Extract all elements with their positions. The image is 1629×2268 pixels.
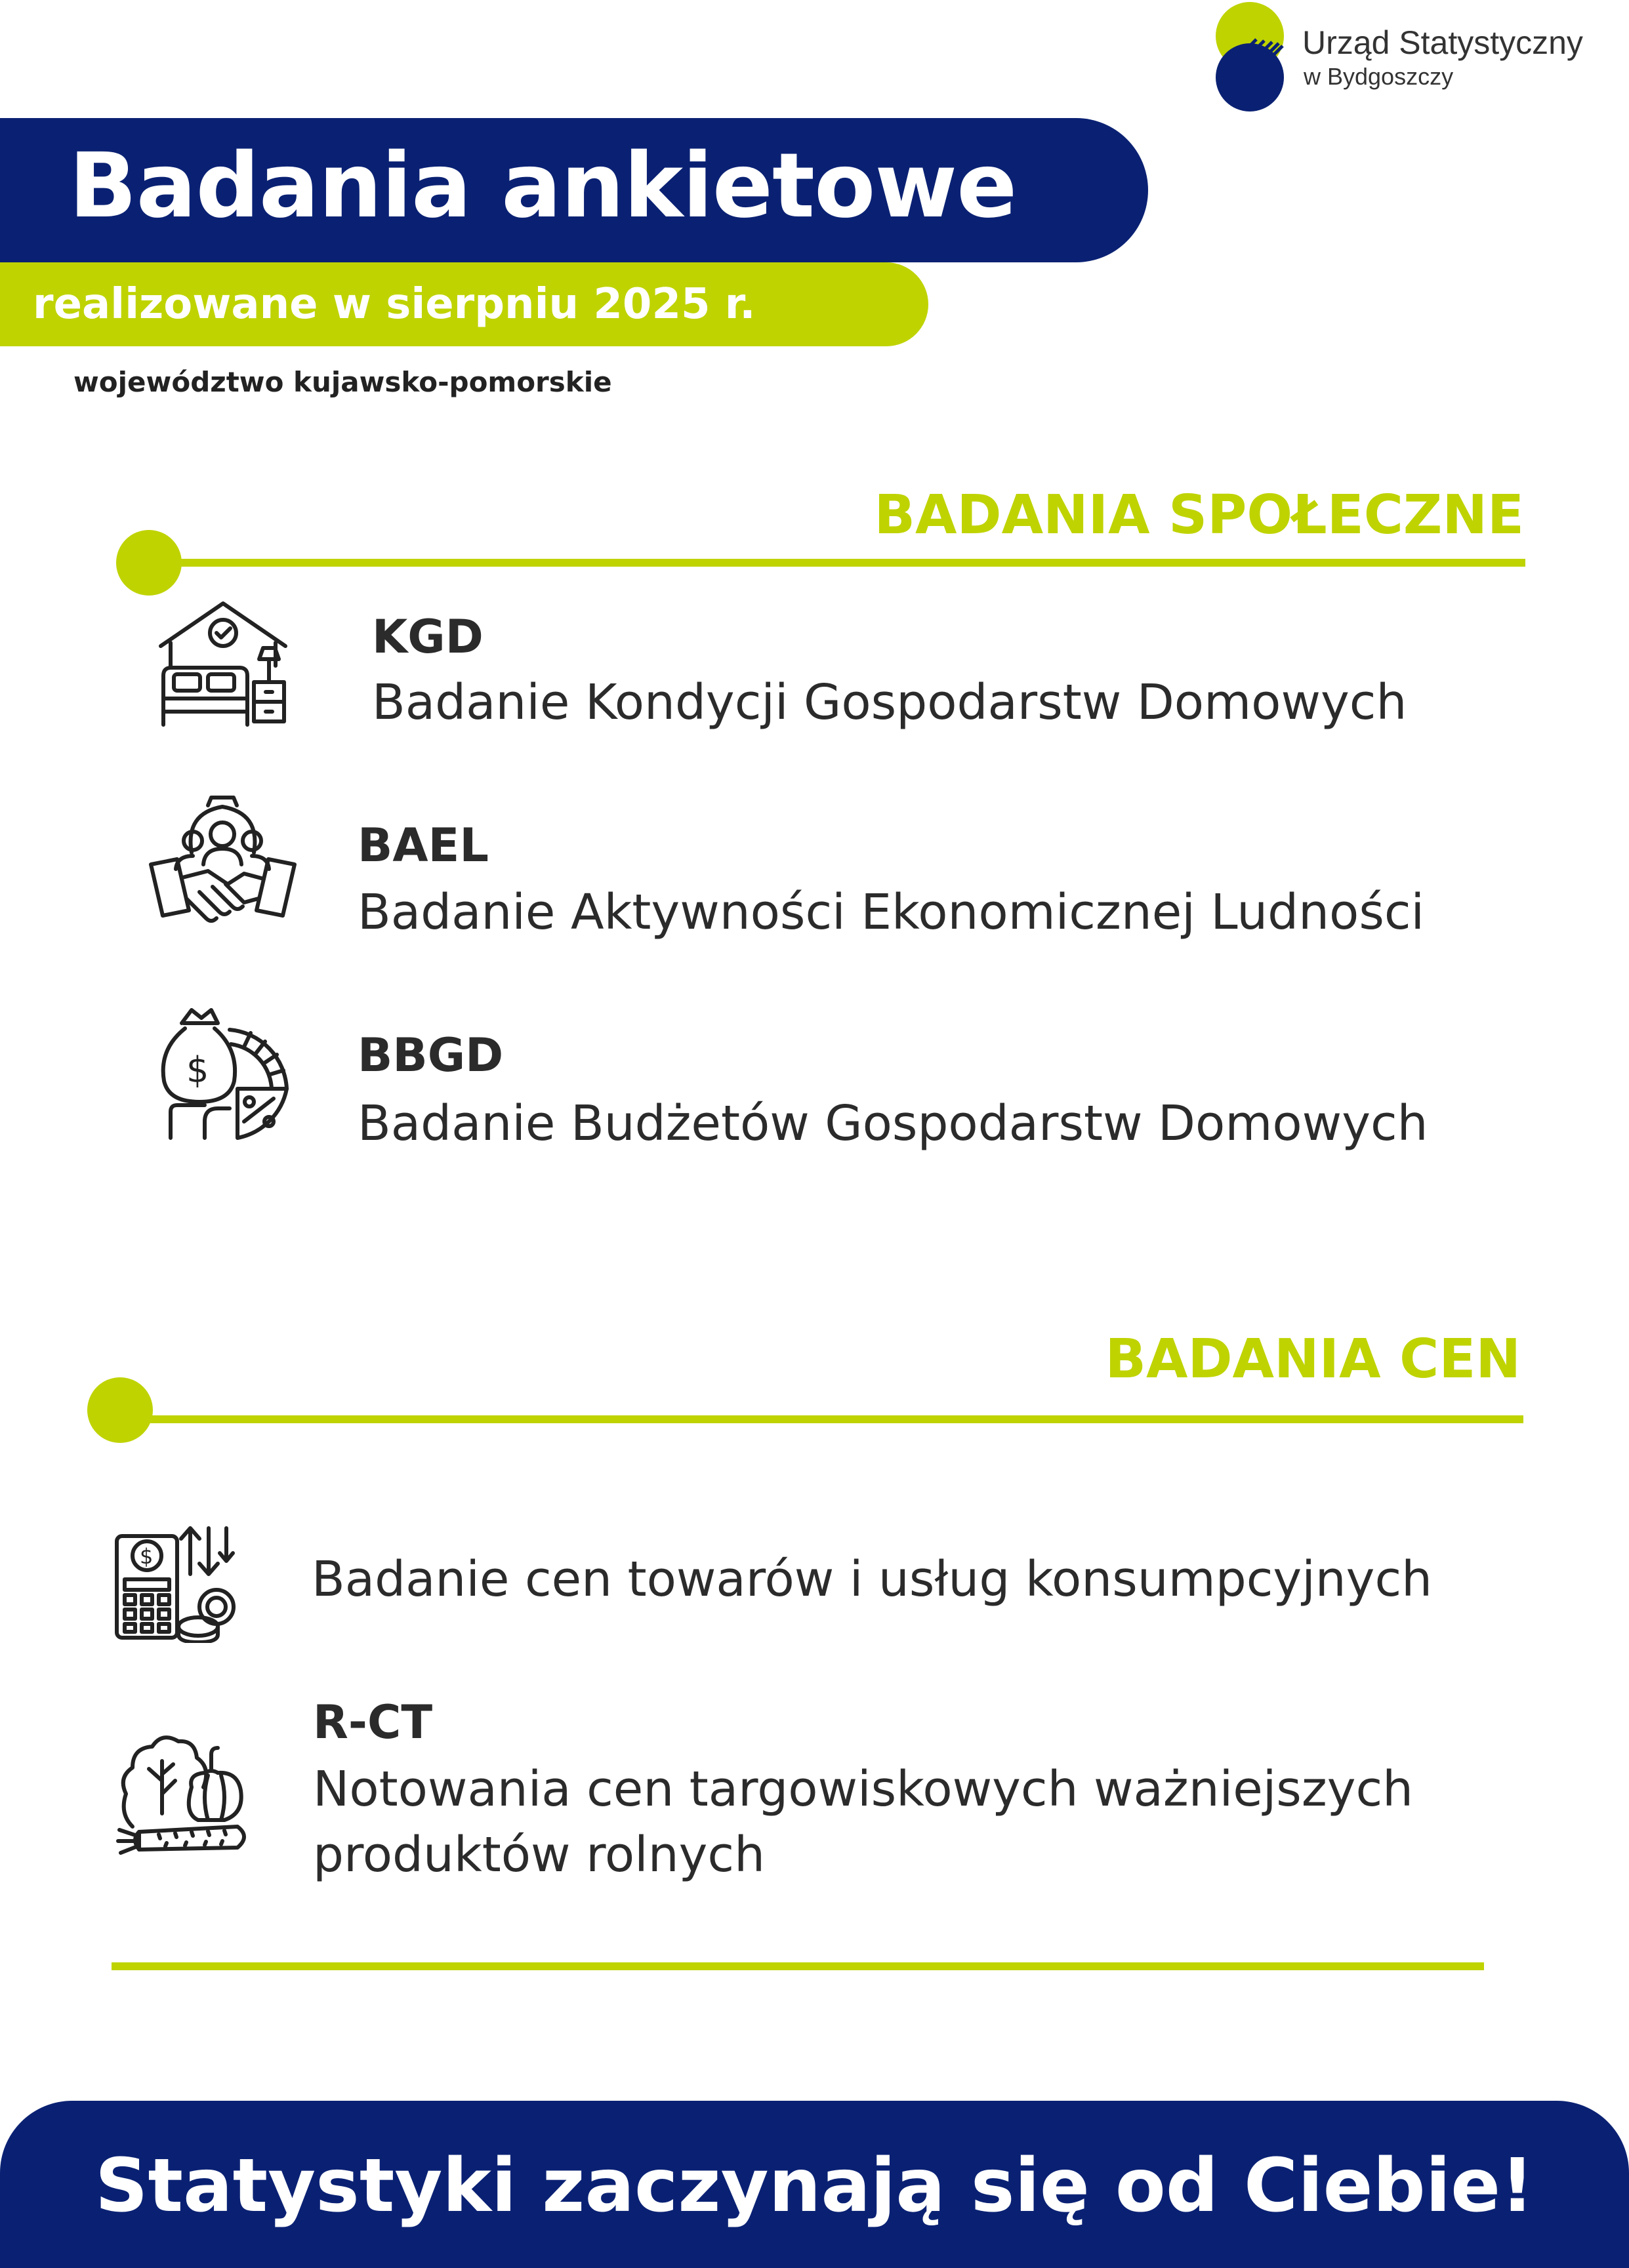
survey-code-kgd: KGD	[372, 610, 484, 664]
money-bag-budget-icon	[152, 1003, 297, 1144]
survey-code-bael: BAEL	[358, 819, 489, 872]
logo-circles-icon	[1210, 0, 1296, 118]
logo-text-line1: Urząd Statystyczny	[1302, 24, 1583, 61]
section-line-social	[151, 559, 1525, 567]
bottom-divider	[112, 1962, 1484, 1970]
survey-description-bbgd: Badanie Budżetów Gospodarstw Domowych	[358, 1095, 1428, 1152]
survey-description-rct-line1: Notowania cen targowiskowych ważniejszych	[313, 1761, 1414, 1817]
handshake-people-icon	[146, 794, 300, 941]
section-dot-prices	[87, 1377, 153, 1443]
section-line-prices	[121, 1415, 1523, 1423]
vegetables-icon	[113, 1722, 254, 1863]
logo	[1210, 0, 1617, 118]
footer-slogan: Statystyki zaczynają się od Ciebie!	[94, 2143, 1535, 2229]
survey-description-rct-line2: produktów rolnych	[313, 1827, 766, 1883]
section-dot-social	[116, 530, 182, 596]
survey-description-bael: Badanie Aktywności Ekonomicznej Ludności	[358, 884, 1425, 941]
survey-code-bbgd: BBGD	[358, 1028, 504, 1082]
logo-text-line2: w Bydgoszczy	[1304, 63, 1454, 90]
region-label: województwo kujawsko-pomorskie	[73, 366, 612, 398]
survey-description-consumer-prices: Badanie cen towarów i usług konsumpcyjnych	[312, 1551, 1433, 1608]
survey-code-rct: R-CT	[313, 1695, 433, 1749]
house-bedroom-icon	[154, 597, 292, 731]
survey-description-kgd: Badanie Kondycji Gospodarstw Domowych	[372, 674, 1407, 731]
section-title-social: BADANIA SPOŁECZNE	[874, 484, 1524, 546]
svg-text:$: $	[186, 1049, 209, 1091]
svg-text:$: $	[140, 1544, 154, 1569]
calculator-coins-icon	[112, 1522, 239, 1643]
page-subtitle: realizowane w sierpniu 2025 r.	[33, 280, 756, 329]
page-title: Badania ankietowe	[69, 134, 1017, 238]
section-title-prices: BADANIA CEN	[1105, 1328, 1521, 1390]
